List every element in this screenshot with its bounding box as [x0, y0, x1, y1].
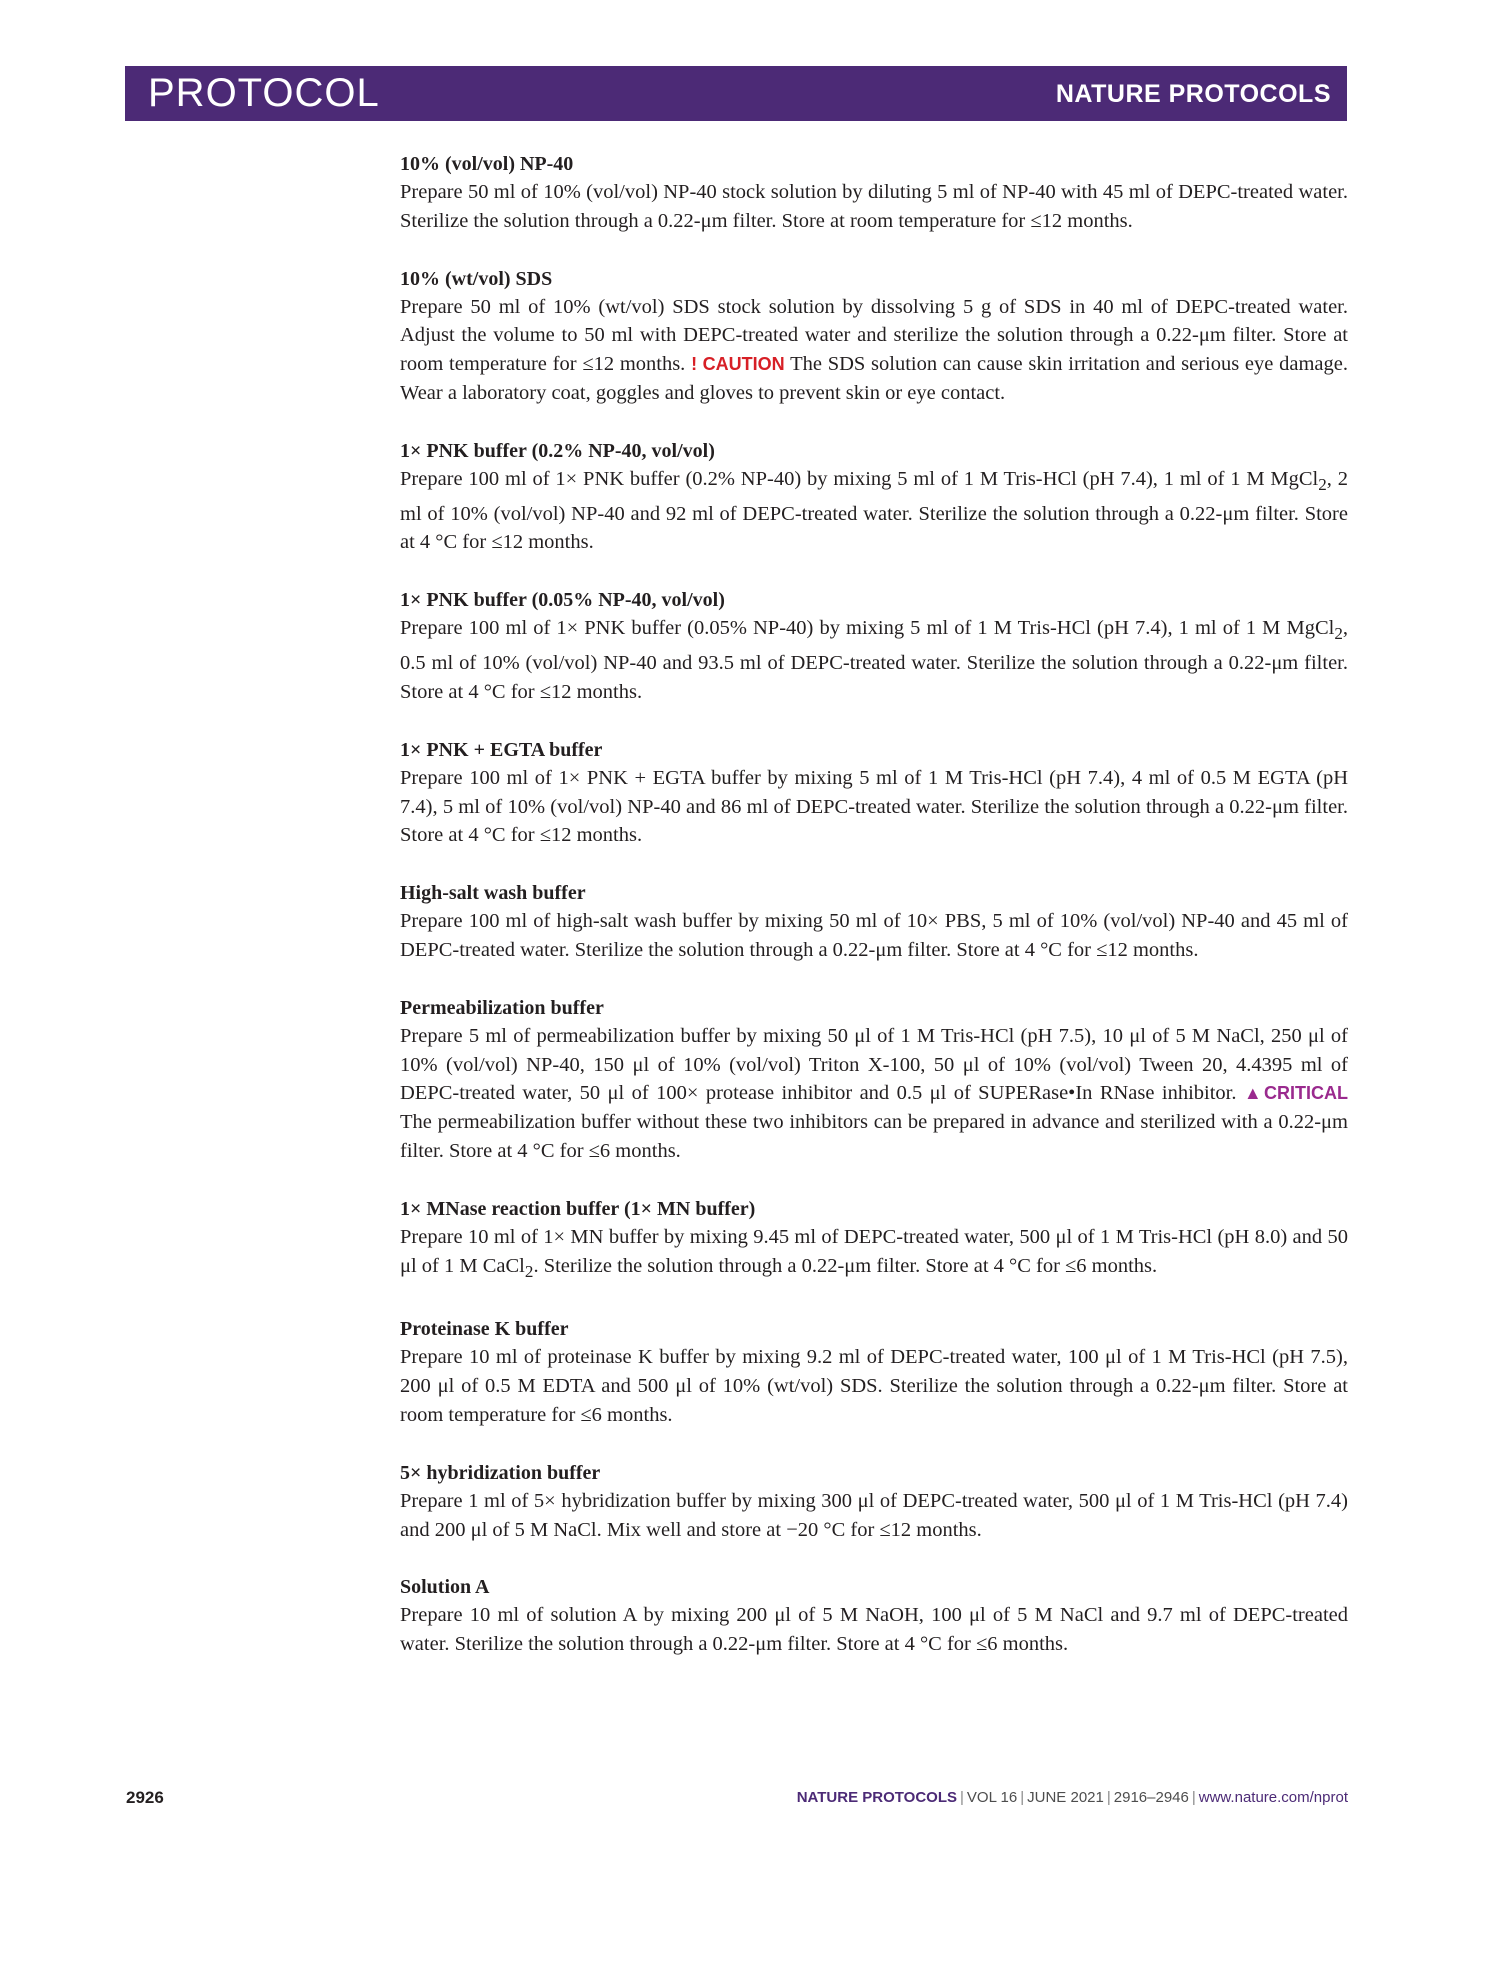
reagent-section: [400, 150, 1348, 236]
body-text: Prepare 10 ml of solution A by mixing 200 μl of 5 M NaOH, 100 μl of 5 M NaCl and 9.7 ml of DEPC-treated water. Sterilize the solution through a 0.22-μm filter. Store at 4 °C for ≤6 months.: [400, 1604, 1348, 1656]
body-text: Prepare 100 ml of 1× PNK buffer (0.2% NP-40) by mixing 5 ml of 1 M Tris-HCl (pH 7.4), 1 ml of 1 M MgCl: [400, 467, 1319, 490]
body-text: Prepare 10 ml of 1× MN buffer by mixing 9.45 ml of DEPC-treated water, 500 μl of 1 M Tris-HCl (pH 8.0) and 50 μl of 1 M CaCl: [400, 1225, 1348, 1277]
section-body: [400, 465, 1348, 557]
body-text: , 2 ml of 10% (vol/vol) NP-40 and 92 ml of DEPC-treated water. Sterilize the solution through a 0.22-μm filter. Store at 4 °C for ≤12 months.: [400, 467, 1349, 554]
footer-separator: |: [1191, 1789, 1196, 1806]
subscript: 2: [524, 1261, 534, 1281]
footer-volume: VOL 16: [966, 1789, 1018, 1806]
journal-name-header: NATURE PROTOCOLS: [1055, 80, 1331, 108]
section-heading: 10% (wt/vol) SDS: [400, 267, 553, 290]
body-text: Prepare 100 ml of 1× PNK buffer (0.05% NP-40) by mixing 5 ml of 1 M Tris-HCl (pH 7.4), 1 ml of 1 M MgCl: [400, 617, 1335, 640]
body-text: Prepare 1 ml of 5× hybridization buffer by mixing 300 μl of DEPC-treated water, 500 μl of 1 M Tris-HCl (pH 7.4) and 200 μl of 5 M NaCl. Mix well and store at −20 °C for ≤12 months.: [400, 1489, 1348, 1541]
reagent-section: [400, 265, 1348, 408]
section-label: PROTOCOL: [148, 71, 380, 115]
reagent-section: [400, 879, 1348, 965]
subscript: 2: [1318, 474, 1327, 494]
body-text: The SDS solution can cause skin irritation and serious eye damage. Wear a laboratory coat, goggles and gloves to prevent skin or eye contact.: [400, 353, 1348, 404]
footer-citation: [797, 1789, 1348, 1806]
section-heading: 1× PNK + EGTA buffer: [400, 738, 603, 761]
footer-separator: |: [1020, 1789, 1025, 1806]
section-heading: 1× PNK buffer (0.2% NP-40, vol/vol): [400, 439, 715, 462]
section-heading: Permeabilization buffer: [400, 996, 604, 1019]
section-body: [400, 764, 1348, 850]
main-content: [400, 150, 1348, 1688]
section-body: [400, 614, 1348, 706]
subscript: 2: [1334, 624, 1343, 644]
reagent-section: [400, 437, 1348, 557]
body-text: Prepare 50 ml of 10% (wt/vol) SDS stock solution by dissolving 5 g of SDS in 40 ml of DEPC-treated water. Adjust the volume to 50 ml with DEPC-treated water and sterilize the solution through a 0.22-μm filter. Store at room temperature for ≤12 months.: [400, 295, 1348, 376]
section-heading: Solution A: [400, 1576, 490, 1599]
body-text: Prepare 10 ml of proteinase K buffer by mixing 9.2 ml of DEPC-treated water, 100 μl of 1 M Tris-HCl (pH 7.5), 200 μl of 0.5 M EDTA and 500 μl of 10% (wt/vol) SDS. Sterilize the solution through a 0.22-μm filter. Store at room temperature for ≤6 months.: [400, 1346, 1348, 1426]
section-body: [400, 1487, 1348, 1545]
section-heading: High-salt wash buffer: [400, 882, 586, 905]
critical-label: ▲CRITICAL: [1243, 1083, 1348, 1104]
body-text: Prepare 100 ml of high-salt wash buffer by mixing 50 ml of 10× PBS, 5 ml of 10% (vol/vol) NP-40 and 45 ml of DEPC-treated water. Sterilize the solution through a 0.22-μm filter. Store at 4 °C for ≤12 months.: [400, 910, 1348, 961]
body-text: Prepare 5 ml of permeabilization buffer by mixing 50 μl of 1 M Tris-HCl (pH 7.5), 10 μl of 5 M NaCl, 250 μl of 10% (vol/vol) NP-40, 150 μl of 10% (vol/vol) Triton X-100, 50 μl of 10% (vol/vol) Tween 20, 4.4395 ml of DEPC-treated water, 50 μl of 100× protease inhibitor and 0.5 μl of SUPERase•In RNase inhibitor.: [400, 1024, 1348, 1105]
footer-url-link[interactable]: www.nature.com/nprot: [1198, 1789, 1348, 1806]
footer-separator: |: [1106, 1789, 1111, 1806]
body-text: The permeabilization buffer without these two inhibitors can be prepared in advance and sterilized with a 0.22-μm filter. Store at 4 °C for ≤6 months.: [400, 1111, 1348, 1162]
section-heading: 1× PNK buffer (0.05% NP-40, vol/vol): [400, 589, 725, 612]
reagent-section: [400, 1195, 1348, 1287]
section-body: [400, 1601, 1348, 1659]
section-heading: 10% (vol/vol) NP-40: [400, 153, 574, 175]
reagent-section: [400, 1573, 1348, 1659]
footer-date: JUNE 2021: [1027, 1789, 1104, 1806]
footer-journal: NATURE PROTOCOLS: [796, 1789, 958, 1806]
section-heading: 5× hybridization buffer: [400, 1461, 601, 1484]
caution-label: ! CAUTION: [691, 354, 785, 375]
reagent-section: [400, 586, 1348, 706]
footer-separator: |: [960, 1789, 964, 1806]
reagent-section: [400, 736, 1348, 850]
body-text: Prepare 50 ml of 10% (vol/vol) NP-40 stock solution by diluting 5 ml of NP-40 with 45 ml of DEPC-treated water. Sterilize the solution through a 0.22-μm filter. Store at room temperature for ≤12 months.: [400, 181, 1348, 232]
section-body: [400, 907, 1348, 965]
section-body: [400, 1223, 1348, 1287]
header-bar: [125, 66, 1347, 121]
section-body: [400, 178, 1348, 236]
body-text: . Sterilize the solution through a 0.22-μm filter. Store at 4 °C for ≤6 months.: [533, 1254, 1158, 1277]
section-body: [400, 293, 1348, 408]
body-text: Prepare 100 ml of 1× PNK + EGTA buffer by mixing 5 ml of 1 M Tris-HCl (pH 7.4), 4 ml of 0.5 M EGTA (pH 7.4), 5 ml of 10% (vol/vol) NP-40 and 86 ml of DEPC-treated water. Sterilize the solution through a 0.22-μm filter. Store at 4 °C for ≤12 months.: [400, 766, 1348, 847]
body-text: , 0.5 ml of 10% (vol/vol) NP-40 and 93.5 ml of DEPC-treated water. Sterilize the solution through a 0.22-μm filter. Store at 4 °C for ≤12 months.: [400, 617, 1348, 703]
reagent-section: [400, 1459, 1348, 1545]
section-body: [400, 1343, 1348, 1429]
reagent-section: [400, 994, 1348, 1166]
section-heading: 1× MNase reaction buffer (1× MN buffer): [400, 1197, 756, 1220]
reagent-section: [400, 1315, 1348, 1429]
page-number: 2926: [126, 1788, 164, 1807]
footer-pages: 2916–2946: [1113, 1789, 1189, 1806]
section-body: [400, 1022, 1348, 1166]
section-heading: Proteinase K buffer: [400, 1318, 569, 1341]
